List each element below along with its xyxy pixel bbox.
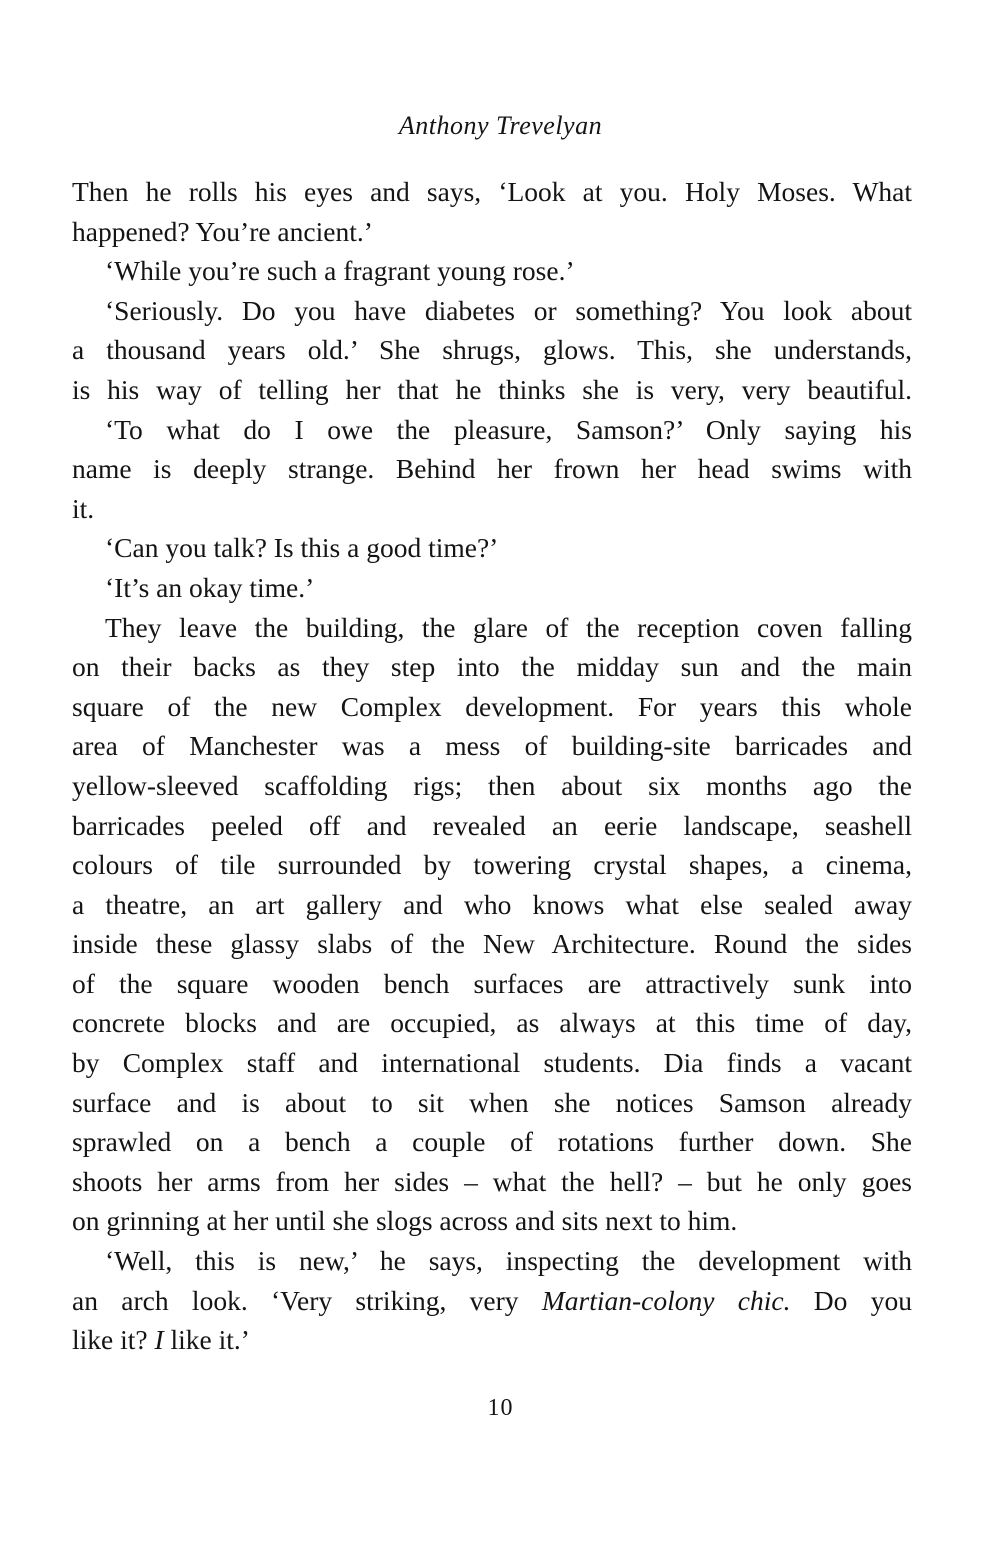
text-line: Then he rolls his eyes and says, ‘Look at you. Holy Moses. What	[72, 176, 912, 207]
text-line: shoots her arms from her sides – what the hell? – but he only goes	[72, 1165, 912, 1197]
text-line	[72, 1281, 912, 1321]
text-run: like it?	[72, 1324, 155, 1356]
text-line: surface and is about to sit when she notices Samson already	[72, 1086, 912, 1118]
italic-run: I	[154, 1324, 164, 1356]
italic-run: Martian-colony chic.	[541, 1284, 791, 1316]
text-line: ‘While you’re such a fragrant young rose.’	[105, 255, 575, 287]
text-line: is his way of telling her that he thinks she is very, very beautiful.	[72, 373, 912, 405]
text-line: a theatre, an art gallery and who knows what else sealed away	[72, 888, 912, 920]
running-head: Anthony Trevelyan	[398, 111, 603, 140]
text-run: Do you	[790, 1284, 912, 1316]
text-line: colours of tile surrounded by towering crystal shapes, a cinema,	[72, 849, 912, 881]
text-line: by Complex staff and international students. Dia finds a vacant	[72, 1047, 912, 1079]
text-line: inside these glassy slabs of the New Architecture. Round the sides	[72, 928, 912, 960]
text-line: ‘Seriously. Do you have diabetes or something? You look about	[105, 294, 912, 326]
text-line: barricades peeled off and revealed an eerie landscape, seashell	[72, 809, 912, 841]
text-line: ‘To what do I owe the pleasure, Samson?’ Only saying his	[105, 413, 912, 445]
text-line: ‘It’s an okay time.’	[105, 571, 315, 603]
text-line: ‘Well, this is new,’ he says, inspecting the development with	[105, 1245, 912, 1277]
text-line: sprawled on a bench a couple of rotations further down. She	[72, 1126, 912, 1158]
text-line: on their backs as they step into the midday sun and the main	[72, 651, 912, 683]
text-line: yellow-sleeved scaffolding rigs; then about six months ago the	[72, 769, 912, 801]
text-line: name is deeply strange. Behind her frown her head swims with	[72, 453, 912, 485]
text-line: area of Manchester was a mess of building-site barricades and	[72, 730, 912, 762]
text-line: concrete blocks and are occupied, as always at this time of day,	[72, 1007, 912, 1039]
text-run: an arch look. ‘Very striking, very	[72, 1284, 542, 1316]
body-text	[72, 172, 912, 1360]
text-line: They leave the building, the glare of the reception coven falling	[105, 611, 912, 643]
page-number: 10	[487, 1395, 514, 1421]
text-line	[72, 1320, 912, 1360]
text-line: on grinning at her until she slogs across and sits next to him.	[72, 1205, 738, 1237]
text-line: of the square wooden bench surfaces are attractively sunk into	[72, 967, 912, 999]
text-line: a thousand years old.’ She shrugs, glows. This, she understands,	[72, 334, 912, 366]
text-line: it.	[72, 492, 95, 524]
text-line: square of the new Complex development. For years this whole	[72, 690, 912, 722]
text-line: ‘Can you talk? Is this a good time?’	[105, 532, 499, 564]
text-run: like it.’	[163, 1324, 250, 1356]
text-line: happened? You’re ancient.’	[72, 215, 373, 247]
